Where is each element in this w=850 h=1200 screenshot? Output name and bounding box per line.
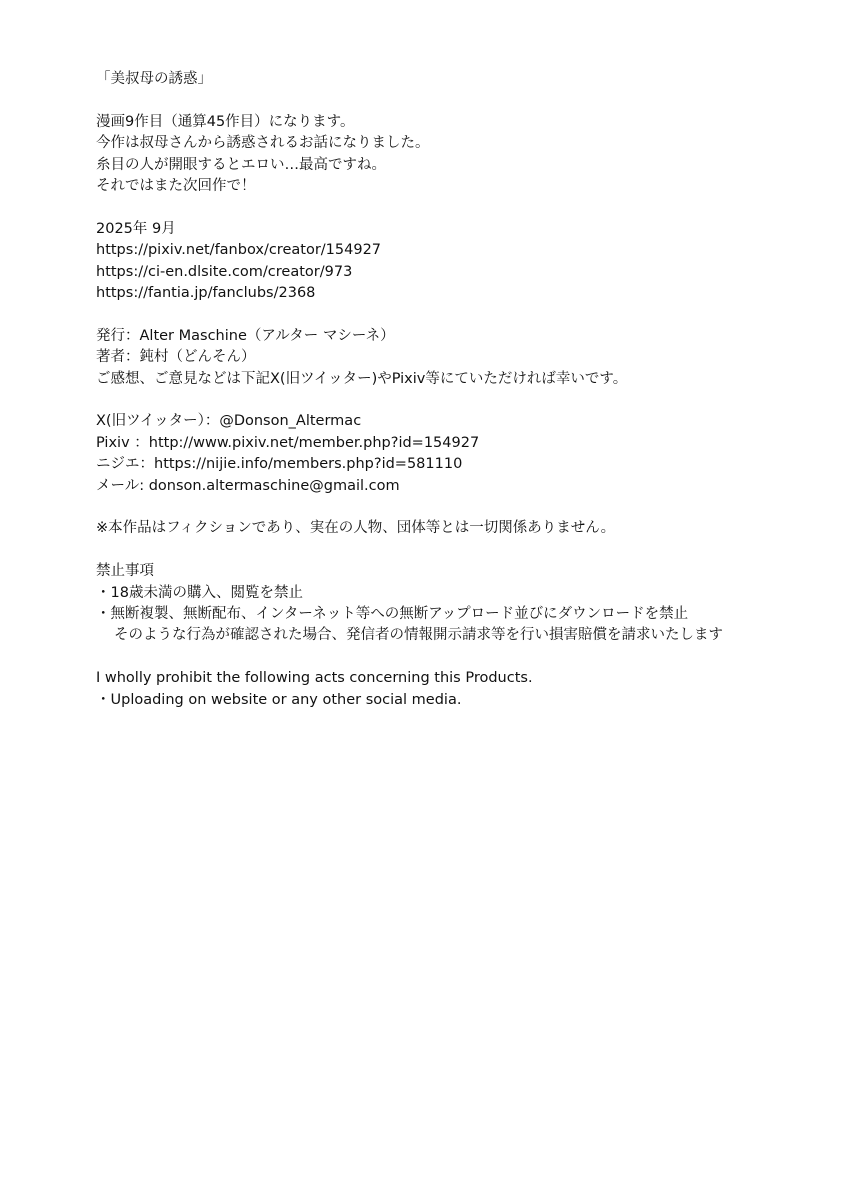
contact-email: メール: donson.altermaschine@gmail.com xyxy=(96,477,400,494)
afterword-line: それではまた次回作で！ xyxy=(96,178,256,195)
spacer xyxy=(96,390,836,411)
afterword-line: 漫画9作目（通算45作目）になります。 xyxy=(96,113,355,130)
fantia-link: https://fantia.jp/fanclubs/2368 xyxy=(96,285,316,302)
feedback-line: ご感想、ご意見などは下記X(旧ツイッター)やPixiv等にていただければ幸いです。 xyxy=(96,370,628,387)
spacer xyxy=(96,497,836,518)
spacer xyxy=(96,540,836,561)
contact-x: X(旧ツイッター）：@Donson_Altermac xyxy=(96,413,362,430)
fiction-disclaimer: ※本作品はフィクションであり、実在の人物、団体等とは一切関係ありません。 xyxy=(96,520,616,537)
prohibition-item: ・18歳未満の購入、閲覧を禁止 xyxy=(96,584,303,601)
publication-date: 2025年 9月 xyxy=(96,220,176,237)
afterword-line: 糸目の人が開眼するとエロい…最高ですね。 xyxy=(96,156,386,173)
author-line: 著者：鈍村（どんそん） xyxy=(96,349,256,366)
colophon-page xyxy=(96,69,836,711)
prohibition-note: そのような行為が確認された場合、発信者の情報開示請求等を行い損害賠償を請求いたします xyxy=(114,627,723,644)
prohibitions-heading: 禁止事項 xyxy=(96,563,154,580)
spacer xyxy=(96,197,836,218)
spacer xyxy=(96,304,836,325)
english-notice: I wholly prohibit the following acts concerning this Products. xyxy=(96,670,533,687)
afterword-line: 今作は叔母さんから誘惑されるお話になりました。 xyxy=(96,135,430,152)
publisher-line: 発行：Alter Maschine（アルター マシーネ） xyxy=(96,327,395,344)
prohibition-item: ・無断複製、無断配布、インターネット等への無断アップロード並びにダウンロードを禁止 xyxy=(96,606,689,623)
spacer xyxy=(96,647,836,668)
spacer xyxy=(96,90,836,111)
contact-nijie: ニジエ：https://nijie.info/members.php?id=581110 xyxy=(96,456,463,473)
work-title: 「美叔母の誘惑」 xyxy=(96,71,212,87)
contact-pixiv: Pixiv ：http://www.pixiv.net/member.php?id=154927 xyxy=(96,434,480,451)
english-item: ・Uploading on website or any other social media. xyxy=(96,691,462,708)
ci-en-link: https://ci-en.dlsite.com/creator/973 xyxy=(96,263,353,280)
fanbox-link: https://pixiv.net/fanbox/creator/154927 xyxy=(96,242,382,259)
